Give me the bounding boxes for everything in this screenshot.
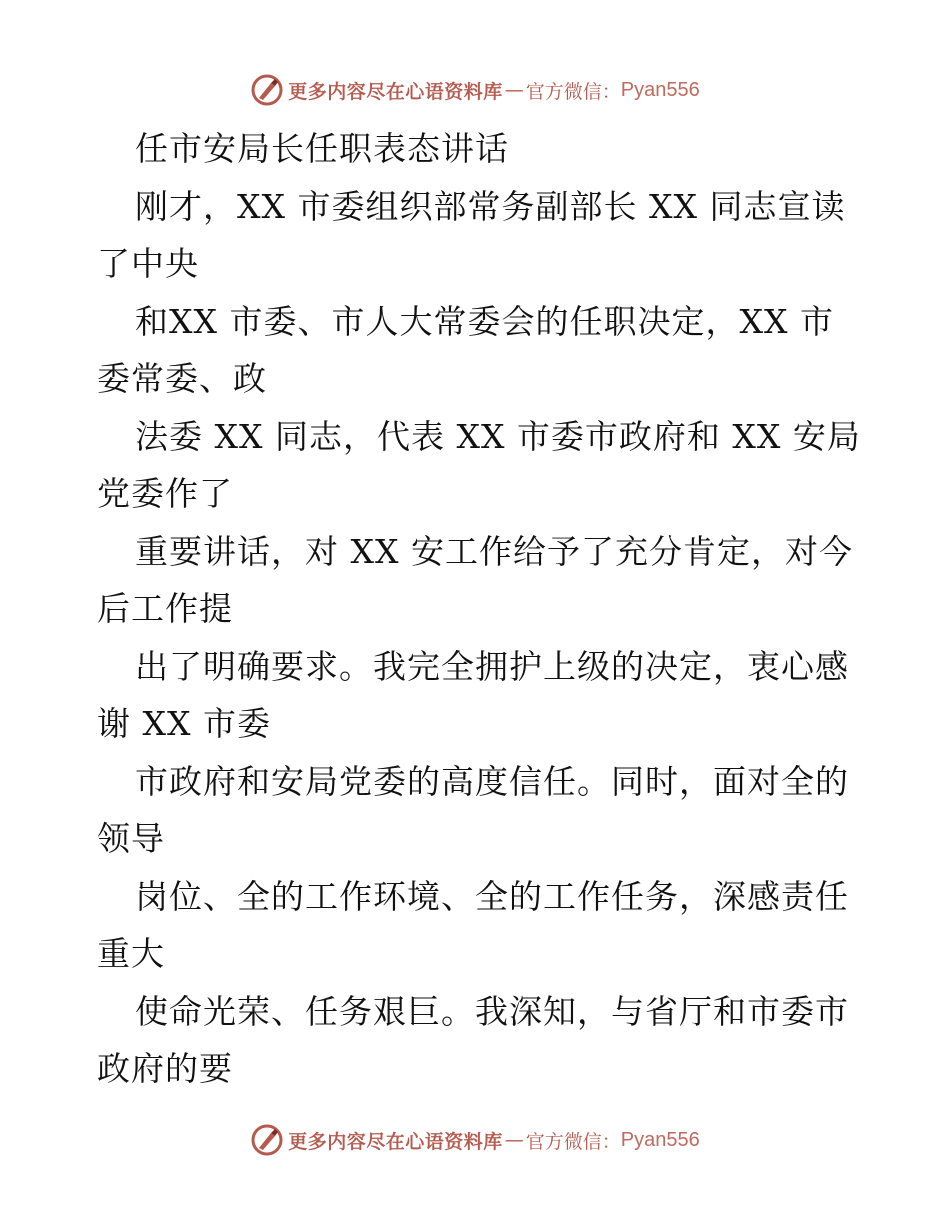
document-title: 任市安局长任职表态讲话 [135,129,509,168]
footer-banner [0,1120,950,1160]
paragraph-line: 出了明确要求。我完全拥护上级的决定，衷心感 [135,646,849,686]
banner-text: 更多内容尽在心语资料库 [288,1130,503,1153]
pen-circle-logo-icon [250,73,284,107]
pen-circle-logo-icon [250,1123,284,1157]
paragraph-line: 法委 XX 同志，代表 XX 市委市政府和 XX 安局 [135,416,861,456]
paragraph-line: 重大 [97,934,165,973]
document-body [97,120,861,1098]
paragraph-line: 领导 [97,819,165,858]
paragraph-line: 重要讲话，对 XX 安工作给予了充分肯定，对今 [135,531,853,571]
paragraph-line: 委常委、政 [97,359,267,398]
banner-separator: — [504,79,524,101]
header-banner [0,70,950,110]
banner-wechat-label: 官方微信： [525,80,621,103]
paragraph-line: 后工作提 [97,589,233,628]
banner-wechat-id: Pyan556 [620,1128,700,1151]
paragraph-line: 党委作了 [97,474,233,513]
paragraph-line: 了中央 [97,244,199,283]
banner-wechat-id: Pyan556 [620,78,700,101]
banner-separator: — [504,1129,524,1151]
paragraph-line: 市政府和安局党委的高度信任。同时，面对全的 [135,761,849,801]
banner-wechat-label: 官方微信： [525,1130,621,1153]
paragraph-line: 政府的要 [97,1049,233,1088]
paragraph-line: 岗位、全的工作环境、全的工作任务，深感责任 [135,876,849,916]
paragraph-line: 和XX 市委、市人大常委会的任职决定，XX 市 [135,301,834,341]
paragraph-line: 使命光荣、任务艰巨。我深知，与省厅和市委市 [135,991,849,1031]
banner-text: 更多内容尽在心语资料库 [288,80,503,103]
paragraph-line: 刚才，XX 市委组织部常务副部长 XX 同志宣读 [135,186,846,226]
paragraph-line: 谢 XX 市委 [97,704,271,743]
